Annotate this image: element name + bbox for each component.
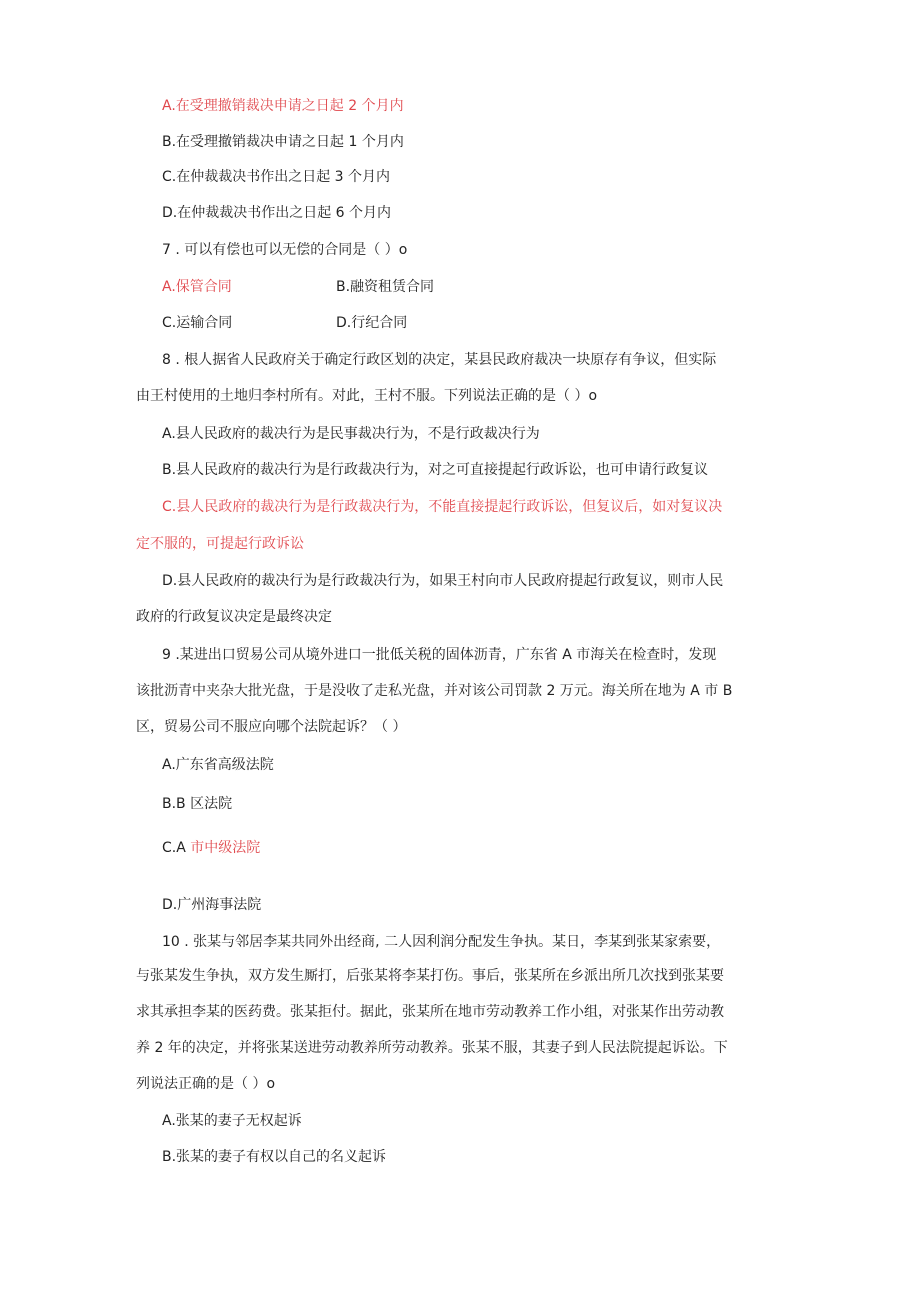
- q9-stem-line2: 该批沥青中夹杂大批光盘，于是没收了走私光盘，并对该公司罚款 2 万元。海关所在地为 A 市 B: [136, 683, 733, 699]
- q8-option-d-line2: 政府的行政复议决定是最终决定: [136, 609, 332, 625]
- q7-option-c: C.运输合同: [162, 315, 233, 331]
- q6-option-c: C.在仲裁裁决书作出之日起 3 个月内: [162, 169, 391, 185]
- q9-stem-line1: 9 .某进出口贸易公司从境外进口一批低关税的固体沥青，广东省 A 市海关在检查时，发现: [162, 647, 717, 663]
- q9-option-c: [162, 838, 260, 858]
- q8-option-b: B.县人民政府的裁决行为是行政裁决行为，对之可直接提起行政诉讼，也可申请行政复议: [162, 462, 709, 478]
- q9-option-c-rest: 市中级法院: [185, 840, 261, 856]
- q8-option-a: A.县人民政府的裁决行为是民事裁决行为，不是行政裁决行为: [162, 426, 540, 442]
- q8-option-c-line2: 定不服的，可提起行政诉讼: [136, 536, 304, 552]
- q10-stem-line1: 10 . 张某与邻居李某共同外出经商, 二人因利润分配发生争执。某日，李某到张某家索要，: [162, 934, 721, 950]
- q9-option-a: A.广东省高级法院: [162, 757, 274, 773]
- q8-option-d-line1: D.县人民政府的裁决行为是行政裁决行为，如果王村向市人民政府提起行政复议，则市人民: [162, 573, 724, 589]
- q8-stem-line2: 由王村使用的土地归李村所有。对此，王村不服。下列说法正确的是（ ）o: [136, 388, 598, 404]
- q9-option-d: D.广州海事法院: [162, 897, 262, 913]
- q8-stem-line1: 8 . 根人据省人民政府关于确定行政区划的决定，某县民政府裁决一块原存有争议，但实际: [162, 352, 717, 368]
- q9-option-c-prefix: C.A: [162, 840, 186, 856]
- q9-option-b: B.B 区法院: [162, 796, 233, 812]
- q10-stem-line3: 求其承担李某的医药费。张某拒付。据此，张某所在地市劳动教养工作小组，对张某作出劳动教: [136, 1004, 724, 1020]
- q10-option-b: B.张某的妻子有权以自己的名义起诉: [162, 1149, 387, 1165]
- q6-option-a: A.在受理撤销裁决申请之日起 2 个月内: [162, 98, 404, 114]
- q9-stem-line3: 区，贸易公司不服应向哪个法院起诉？（ ）: [136, 719, 407, 735]
- q6-option-b: B.在受理撤销裁决申请之日起 1 个月内: [162, 134, 404, 150]
- q10-option-a: A.张某的妻子无权起诉: [162, 1113, 302, 1129]
- q6-option-d: D.在仲裁裁决书作出之日起 6 个月内: [162, 205, 392, 221]
- q7-option-b: B.融资租赁合同: [336, 279, 435, 295]
- q10-stem-line4: 养 2 年的决定，并将张某送进劳动教养所劳动教养。张某不服，其妻子到人民法院提起诉讼。下: [136, 1040, 728, 1056]
- q8-option-c-line1: C.县人民政府的裁决行为是行政裁决行为，不能直接提起行政诉讼，但复议后，如对复议决: [162, 499, 723, 515]
- q10-stem-line2: 与张某发生争执，双方发生厮打，后张某将李某打伤。事后，张某所在乡派出所几次找到张某要: [136, 968, 724, 984]
- q7-option-d: D.行纪合同: [336, 315, 408, 331]
- q7-option-a: A.保管合同: [162, 279, 232, 295]
- q7-stem: 7 . 可以有偿也可以无偿的合同是（ ）o: [162, 242, 408, 258]
- q10-stem-line5: 列说法正确的是（ ）o: [136, 1076, 276, 1092]
